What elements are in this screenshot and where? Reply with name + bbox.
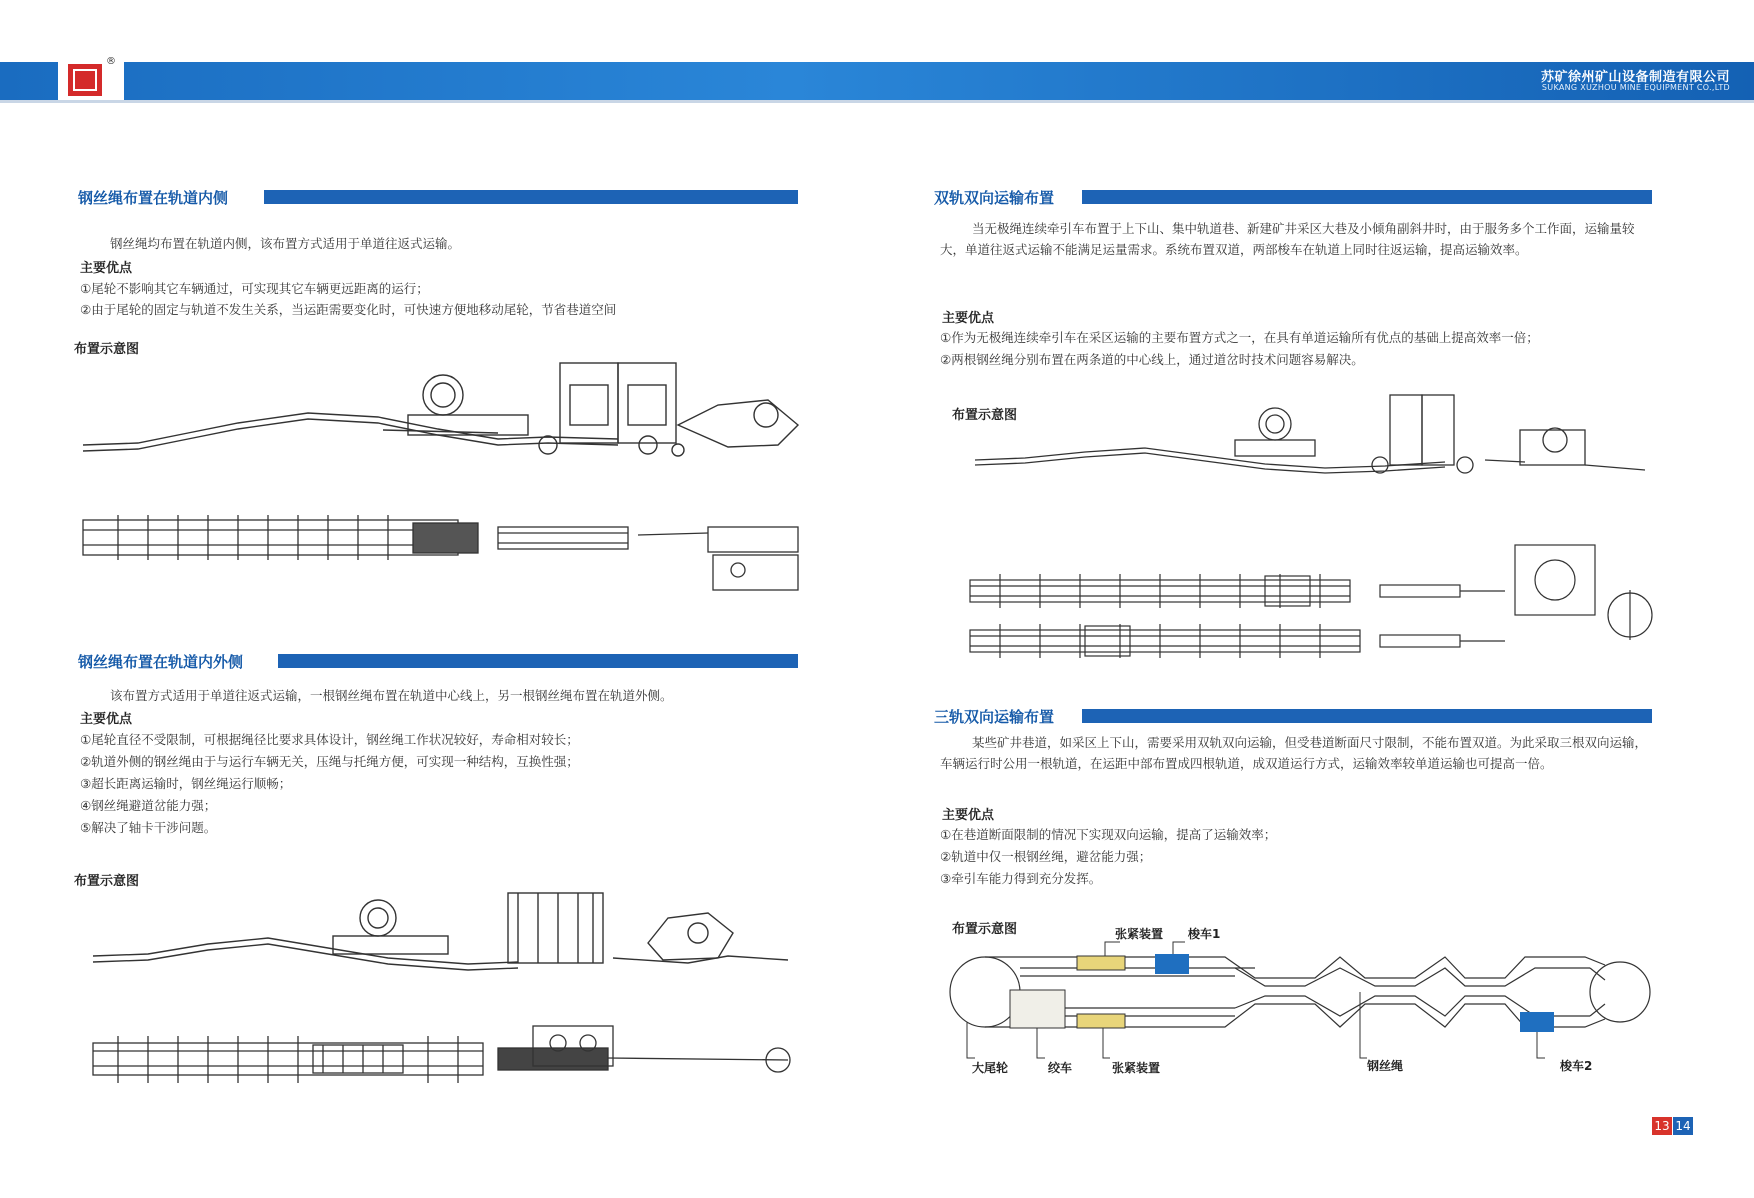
figure-caption: 布置示意图 <box>952 408 1018 423</box>
advantages-heading: 主要优点 <box>942 808 995 823</box>
label-shuttle1: 梭车1 <box>1188 927 1221 941</box>
label-shuttle2: 梭车2 <box>1560 1059 1593 1073</box>
section-intro: 该布置方式适用于单道往返式运输，一根钢丝绳布置在轨道中心线上，另一根钢丝绳布置在轨道外侧。 <box>110 688 673 703</box>
advantages-heading: 主要优点 <box>80 261 133 276</box>
advantage-item: ②由于尾轮的固定与轨道不发生关系，当运距需要变化时，可快速方便地移动尾轮，节省巷道空间 <box>80 302 617 317</box>
advantages-heading: 主要优点 <box>80 712 133 727</box>
advantage-item: ⑤解决了轴卡干涉问题。 <box>80 820 217 835</box>
advantage-item: ③超长距离运输时，钢丝绳运行顺畅； <box>80 776 292 791</box>
registered-mark: ® <box>106 56 116 67</box>
company-logo-icon <box>68 64 102 96</box>
section-bar <box>264 190 798 204</box>
shuttle1-box <box>1155 954 1189 974</box>
tensioner-bottom-box <box>1077 1014 1125 1028</box>
label-tensioner-bottom: 张紧装置 <box>1112 1061 1161 1075</box>
advantage-item: ②轨道中仅一根钢丝绳，避岔能力强； <box>940 849 1152 864</box>
section-intro: 当无极绳连续牵引车布置于上下山、集中轨道巷、新建矿井采区大巷及小倾角副斜井时，由于服务多个工作面，运输量较大，单道往返式运输不能满足运量需求。系统布置双道，两部梭车在轨道上同时往返运输，提高运输效率。 <box>940 221 1635 257</box>
header-band <box>0 62 1754 100</box>
label-winch: 绞车 <box>1048 1061 1073 1075</box>
tensioner-top-box <box>1077 956 1125 970</box>
label-big-tail-wheel: 大尾轮 <box>972 1061 1009 1075</box>
label-rope: 钢丝绳 <box>1367 1059 1404 1073</box>
advantage-item: ①尾轮不影响其它车辆通过，可实现其它车辆更远距离的运行； <box>80 281 429 296</box>
section-bar <box>278 654 798 668</box>
layout-diagram-double-track <box>965 390 1665 680</box>
section-title-triple-track: 三轨双向运输布置 <box>934 708 1055 726</box>
advantage-item: ③牵引车能力得到充分发挥。 <box>940 871 1102 886</box>
advantage-item: ②两根钢丝绳分别布置在两条道的中心线上，通过道岔时技术问题容易解决。 <box>940 352 1364 367</box>
figure-caption: 布置示意图 <box>952 922 1018 937</box>
layout-diagram-inner-outer-rope <box>88 888 808 1098</box>
advantage-item: ④钢丝绳避道岔能力强； <box>80 798 217 813</box>
layout-diagram-inner-rope <box>78 355 808 595</box>
company-name-en: SUKANG XUZHOU MINE EQUIPMENT CO.,LTD <box>1541 83 1730 92</box>
section-bar <box>1082 709 1652 723</box>
advantage-item: ①在巷道断面限制的情况下实现双向运输，提高了运输效率； <box>940 827 1277 842</box>
section-intro: 钢丝绳均布置在轨道内侧，该布置方式适用于单道往返式运输。 <box>110 236 461 251</box>
section-title-inner-outer-rope: 钢丝绳布置在轨道内外侧 <box>78 653 244 671</box>
figure-caption: 布置示意图 <box>74 342 140 357</box>
advantage-item: ②轨道外侧的钢丝绳由于与运行车辆无关，压绳与托绳方便，可实现一种结构，互换性强； <box>80 754 579 769</box>
label-tensioner-top: 张紧装置 <box>1115 927 1164 941</box>
figure-caption: 布置示意图 <box>74 874 140 889</box>
advantages-heading: 主要优点 <box>942 311 995 326</box>
section-title-double-track: 双轨双向运输布置 <box>934 189 1055 207</box>
winch-box <box>1010 990 1065 1028</box>
page-number-left: 13 <box>1652 1117 1672 1135</box>
page-number-right: 14 <box>1673 1117 1693 1135</box>
header-shadow <box>0 100 1754 103</box>
shuttle2-box <box>1520 1012 1554 1032</box>
section-bar <box>1082 190 1652 204</box>
advantage-item: ①作为无极绳连续牵引车在采区运输的主要布置方式之一，在具有单道运输所有优点的基础上提高效率一倍； <box>940 330 1539 345</box>
section-title-inner-rope: 钢丝绳布置在轨道内侧 <box>78 189 229 207</box>
section-intro: 某些矿井巷道，如采区上下山，需要采用双轨双向运输，但受巷道断面尺寸限制，不能布置双道。为此采取三根双向运输，车辆运行时公用一根轨道，在运距中部布置成四根轨道，成双道运行方式，运输效率较单道运输也可提高一倍。 <box>940 735 1648 771</box>
advantage-item: ①尾轮直径不受限制，可根据绳径比要求具体设计，钢丝绳工作状况较好，寿命相对较长； <box>80 732 579 747</box>
company-name-cn: 苏矿徐州矿山设备制造有限公司 <box>1540 70 1730 85</box>
